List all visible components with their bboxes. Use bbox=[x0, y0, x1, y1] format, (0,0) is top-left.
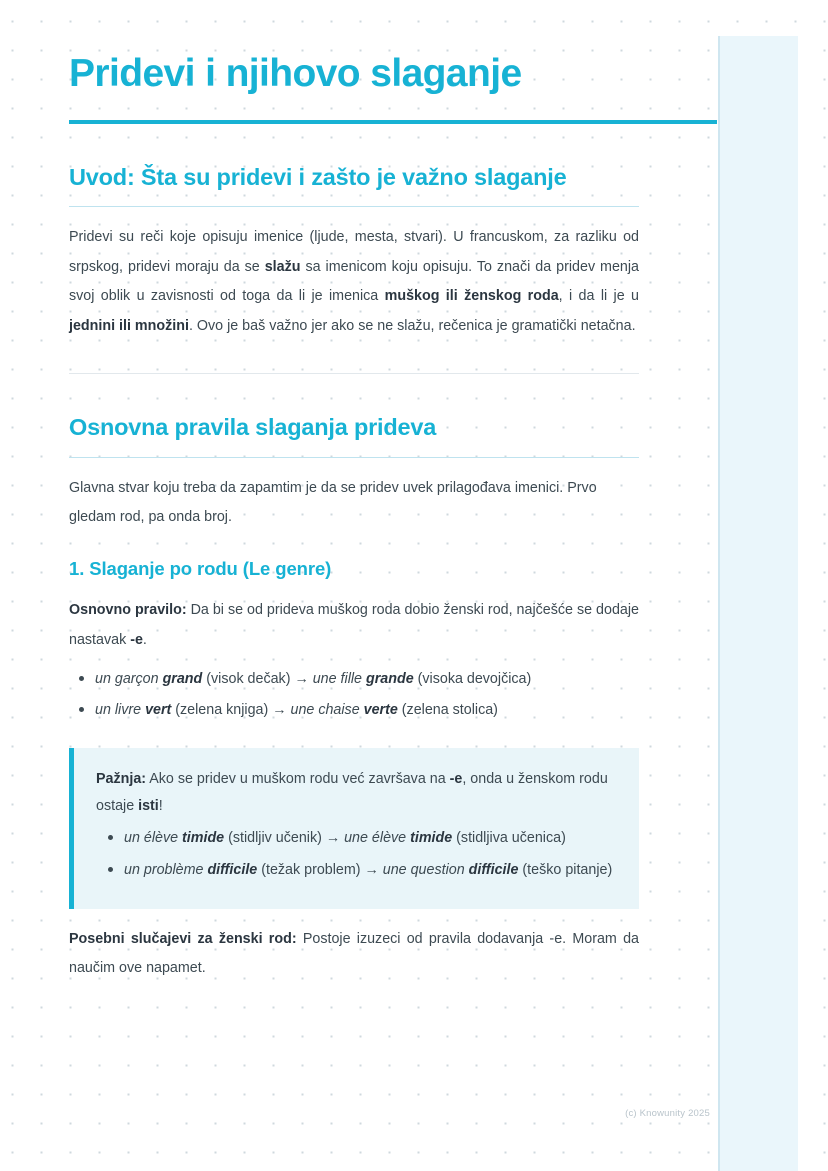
special-cases-text: Postoje izuzeci od pravila dodavanja -e. Moram da naučim ove napamet. bbox=[69, 931, 639, 977]
example-fr-base-2: une élève bbox=[344, 830, 411, 847]
example-gloss-1: (stidljiv učenik) → bbox=[224, 830, 345, 847]
example-fr-adj-2: timide bbox=[410, 830, 453, 847]
gender-examples-list bbox=[69, 667, 639, 722]
section-heading-intro: Uvod: Šta su pridevi i zašto je važno slaganje bbox=[69, 163, 567, 190]
example-gloss-1: (visok dečak) → bbox=[202, 671, 313, 688]
callout-text-c: ! bbox=[158, 798, 163, 815]
callout-paragraph bbox=[96, 766, 617, 820]
example-fr-adj-1: difficile bbox=[207, 861, 258, 878]
rules-divider bbox=[69, 457, 639, 458]
intro-bold-1: slažu bbox=[264, 258, 301, 275]
example-fr-base-1: un livre bbox=[95, 701, 146, 718]
callout-label: Pažnja: bbox=[96, 771, 147, 788]
callout-suffix: -e bbox=[449, 771, 463, 788]
example-fr-base-2: une question bbox=[382, 861, 469, 878]
example-fr-adj-2: verte bbox=[363, 701, 398, 718]
intro-bold-2: muškog ili ženskog roda bbox=[384, 288, 559, 305]
rules-paragraph: Glavna stvar koju treba da zapamtim je da se pridev uvek prilagođava imenici. Prvo gledam rod, pa onda broj. bbox=[69, 479, 597, 525]
basic-rule-text-a: Da bi se od prideva muškog roda dobio ženski rod, najčešće se dodaje nastavak bbox=[69, 602, 639, 648]
intro-divider bbox=[69, 206, 639, 207]
basic-rule-suffix: -e bbox=[130, 631, 143, 648]
page-title: Pridevi i njihovo slaganje bbox=[69, 52, 522, 95]
example-fr-adj-1: timide bbox=[182, 830, 225, 847]
intro-text-3: , i da li je u bbox=[558, 288, 639, 305]
example-gloss-1: (zelena knjiga) → bbox=[171, 701, 291, 718]
special-cases-paragraph bbox=[69, 925, 639, 984]
callout-text-a: Ako se pridev u muškom rodu već završava na bbox=[146, 771, 450, 788]
section-separator bbox=[69, 373, 639, 374]
example-fr-base-2: une chaise bbox=[290, 701, 364, 718]
intro-text-4: . Ovo je baš važno jer ako se ne slažu, rečenica je gramatički netačna. bbox=[188, 317, 636, 334]
example-fr-adj-2: grande bbox=[365, 671, 414, 688]
list-item bbox=[93, 698, 639, 723]
title-divider bbox=[69, 120, 717, 124]
example-fr-base-2: une fille bbox=[312, 671, 366, 688]
list-item bbox=[122, 826, 617, 851]
list-item bbox=[122, 858, 617, 883]
example-gloss-2: (teško pitanje) bbox=[518, 861, 613, 878]
example-gloss-1: (težak problem) → bbox=[257, 861, 383, 878]
callout-emph: isti bbox=[138, 798, 159, 815]
section-heading-rules: Osnovna pravila slaganja prideva bbox=[69, 413, 437, 440]
copyright-footer: (c) Knowunity 2025 bbox=[625, 1108, 710, 1119]
example-fr-adj-1: vert bbox=[145, 701, 172, 718]
callout-text-b: , onda u ženskom rodu ostaje bbox=[96, 771, 608, 815]
intro-paragraph bbox=[69, 223, 639, 341]
attention-callout bbox=[69, 748, 639, 909]
example-fr-adj-2: difficile bbox=[468, 861, 519, 878]
example-fr-base-1: un élève bbox=[124, 830, 183, 847]
list-item bbox=[93, 667, 639, 692]
intro-text-2: sa imenicom koju opisuju. To znači da pridev menja svoj oblik u zavisnosti od toga da li je imenica bbox=[69, 258, 640, 305]
intro-bold-3: jednini ili množini bbox=[69, 317, 189, 334]
basic-rule-paragraph bbox=[69, 596, 639, 655]
callout-examples-list bbox=[96, 826, 617, 883]
subsection-heading-gender: 1. Slaganje po rodu (Le genre) bbox=[69, 558, 332, 580]
example-gloss-2: (visoka devojčica) bbox=[413, 671, 532, 688]
example-fr-base-1: un garçon bbox=[95, 671, 163, 688]
basic-rule-label: Osnovno pravilo: bbox=[69, 602, 187, 619]
intro-text-1: Pridevi su reči koje opisuju imenice (ljude, mesta, stvari). U francuskom, za razliku od srpskog, pridevi moraju da se bbox=[69, 229, 639, 275]
document-content bbox=[69, 52, 639, 984]
example-fr-base-1: un problème bbox=[124, 861, 208, 878]
example-gloss-2: (zelena stolica) bbox=[397, 701, 498, 718]
example-gloss-2: (stidljiva učenica) bbox=[452, 830, 566, 847]
basic-rule-text-b: . bbox=[142, 631, 147, 648]
example-fr-adj-1: grand bbox=[162, 671, 203, 688]
special-cases-label: Posebni slučajevi za ženski rod: bbox=[69, 931, 297, 948]
right-margin-strip bbox=[718, 36, 798, 1171]
